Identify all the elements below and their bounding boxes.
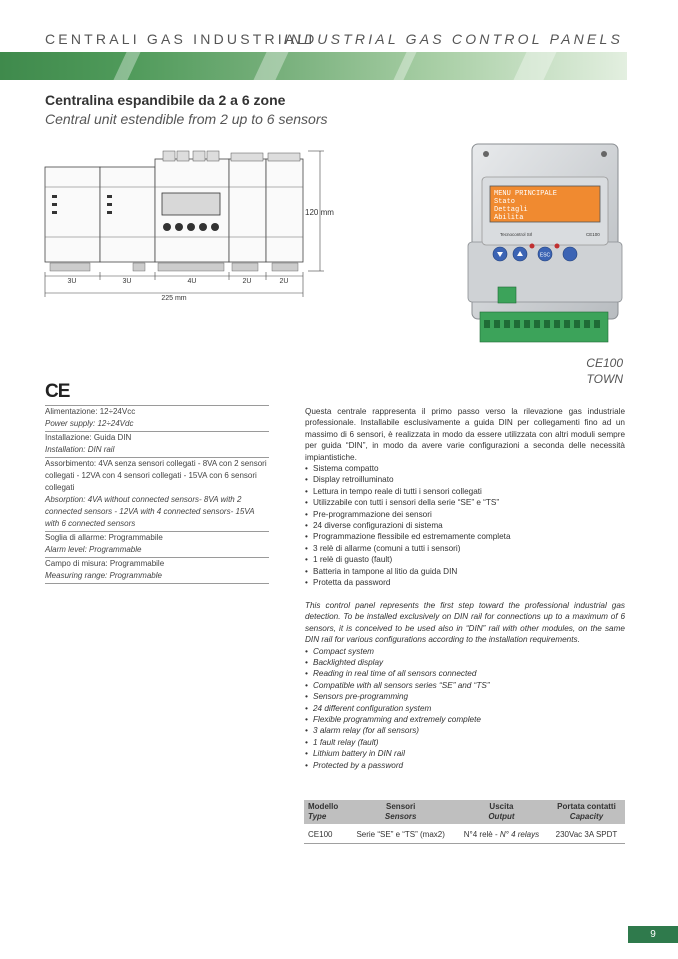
spec-row	[45, 457, 269, 531]
device-model-label: CE100	[586, 232, 600, 237]
list-item: • Lithium battery in DIN rail	[305, 748, 625, 759]
description-intro: This control panel represents the first step toward the professional industrial gas detection. To be installed exclusively on DIN rail for connections up to a maximum of 6 sensors, it is conceived to be used also in “DIN” rail with other modules, on the same DIN rail for various configurations according to the installation requirements.	[305, 601, 625, 645]
spec-table	[45, 405, 269, 584]
module-width-label: 2U	[242, 278, 252, 285]
description-italian	[305, 406, 625, 589]
list-item: • Pre-programmazione dei sensori	[305, 509, 625, 520]
module-width-label: 3U	[122, 278, 132, 285]
module-width-label: 4U	[187, 278, 197, 285]
spec-en: Installation: DIN rail	[45, 445, 115, 454]
list-item: • Sensors pre-programming	[305, 691, 625, 702]
list-item: • Protetta da password	[305, 577, 625, 588]
header-section-title: CENTRALI GAS INDUSTRIALI	[45, 31, 316, 47]
spec-it: Soglia di allarme: Programmabile	[45, 533, 163, 542]
list-item: • 1 relè di guasto (fault)	[305, 554, 625, 565]
list-item: • Display retroilluminato	[305, 474, 625, 485]
list-item: • Utilizzabile con tutti i sensori della serie “SE” e “TS”	[305, 497, 625, 508]
spec-en: Absorption: 4VA without connected sensors- 8VA with 2 connected sensors - 12VA with 4 connected sensors- 15VA with 6 connected sensors	[45, 495, 255, 528]
list-item: • 24 diverse configurazioni di sistema	[305, 520, 625, 531]
list-item: • 24 different configuration system	[305, 703, 625, 714]
spec-row	[45, 531, 269, 557]
table-cell: N°4 relè - N° 4 relays	[455, 824, 548, 844]
spec-row	[45, 405, 269, 431]
display-line: Abilita	[494, 214, 524, 222]
module-width-label: 2U	[279, 278, 289, 285]
module-width-label: 3U	[67, 278, 77, 285]
model-table	[304, 800, 625, 844]
enter-button-icon	[563, 247, 577, 261]
esc-button-label: ESC	[539, 252, 551, 259]
product-title: Centralina espandibile da 2 a 6 zone	[45, 92, 286, 108]
product-model-code: CE100	[586, 356, 623, 370]
table-cell: Serie “SE” e “TS” (max2)	[346, 824, 454, 844]
list-item: • Protected by a password	[305, 760, 625, 771]
height-dimension-label: 120 mm	[305, 208, 334, 217]
list-item: • Programmazione flessibile ed estremamente completa	[305, 531, 625, 542]
spec-it: Campo di misura: Programmabile	[45, 559, 165, 568]
spec-it: Assorbimento: 4VA senza sensori collegati - 8VA con 2 sensori collegati - 12VA con 4 sensori collegati - 15VA con 6 sensori collegati	[45, 459, 267, 492]
list-item: • Compatible with all sensors series “SE” and “TS”	[305, 680, 625, 691]
list-item: • Batteria in tampone al litio da guida DIN	[305, 566, 625, 577]
brand-label: Tecnocontrol Srl	[500, 232, 533, 237]
description-english	[305, 600, 625, 771]
display-line: Dettagli	[494, 206, 528, 214]
column-header: Uscita Output	[455, 800, 548, 824]
product-subtitle: Central unit estendible from 2 up to 6 sensors	[45, 111, 328, 127]
column-header: Portata contatti Capacity	[548, 800, 625, 824]
spec-en: Power supply: 12÷24Vdc	[45, 419, 134, 428]
list-item: • 3 alarm relay (for all sensors)	[305, 725, 625, 736]
list-item: • Backlighted display	[305, 657, 625, 668]
list-item: • Lettura in tempo reale di tutti i sensori collegati	[305, 486, 625, 497]
header-section-title-en: INDUSTRIAL GAS CONTROL PANELS	[283, 31, 623, 47]
list-item: • Flexible programming and extremely complete	[305, 714, 625, 725]
product-photo	[460, 142, 628, 347]
spec-it: Alimentazione: 12÷24Vcc	[45, 407, 136, 416]
feature-list	[305, 463, 625, 588]
list-item: • 1 fault relay (fault)	[305, 737, 625, 748]
display-line: Stato	[494, 198, 516, 206]
spec-en: Measuring range: Programmable	[45, 571, 162, 580]
spec-row	[45, 431, 269, 457]
spec-row	[45, 557, 269, 584]
header-green-band	[0, 52, 627, 80]
list-item: • 3 relè di allarme (comuni a tutti i sensori)	[305, 543, 625, 554]
list-item: • Reading in real time of all sensors connected	[305, 668, 625, 679]
dimension-diagram	[40, 145, 345, 310]
display-line: MENU PRINCIPALE	[494, 190, 558, 198]
table-cell: CE100	[304, 824, 346, 844]
table-cell: 230Vac 3A SPDT	[548, 824, 625, 844]
description-intro: Questa centrale rappresenta il primo passo verso la rilevazione gas industriale professionale. Installabile esclusivamente a guida DIN per collegamenti fino ad un massimo di 6 sensori, è realizzata in modo da essere utilizzata con altri moduli sempre per guida “DIN”, in modo da avere varie configurazioni a seconda delle necessità impiantistiche.	[305, 407, 625, 462]
ce-mark-icon: CE	[45, 381, 70, 402]
list-item: • Compact system	[305, 646, 625, 657]
list-item: • Sistema compatto	[305, 463, 625, 474]
table-header-row	[304, 800, 625, 824]
feature-list	[305, 646, 625, 771]
width-dimension-label: 225 mm	[161, 295, 187, 302]
product-model-name: TOWN	[586, 372, 623, 386]
page-number: 9	[628, 926, 678, 943]
spec-en: Alarm level: Programmable	[45, 545, 142, 554]
table-row	[304, 824, 625, 844]
column-header: Modello Type	[304, 800, 346, 824]
column-header: Sensori Sensors	[346, 800, 454, 824]
spec-it: Installazione: Guida DIN	[45, 433, 132, 442]
